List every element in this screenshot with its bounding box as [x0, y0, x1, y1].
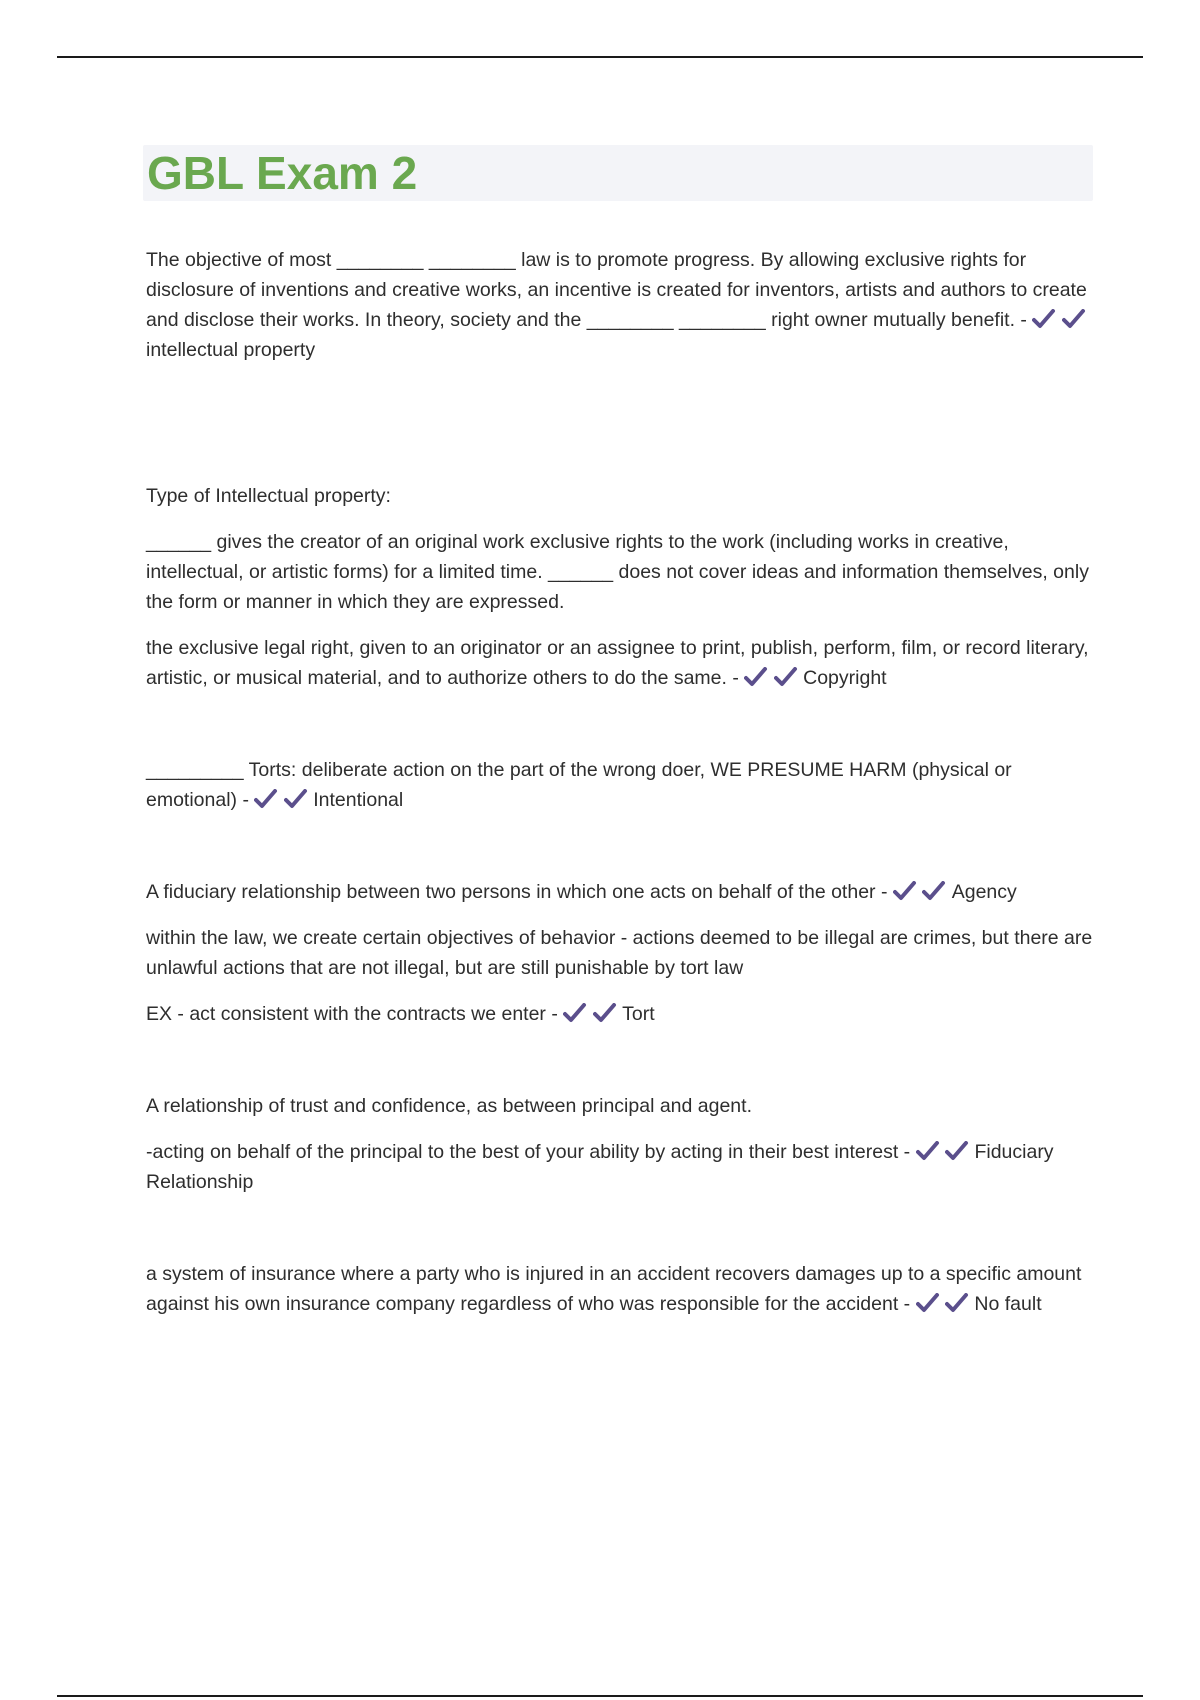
card-2	[146, 633, 1096, 693]
check-icon	[744, 667, 768, 687]
card-4	[146, 877, 1096, 907]
answer-marker	[744, 667, 803, 689]
card-6-question: -acting on behalf of the principal to the best of your ability by acting in their best interest -	[146, 1141, 911, 1163]
card-2-question: the exclusive legal right, given to an originator or an assignee to print, publish, perform, film, or record literary, artistic, or musical material, and to authorize others to do the same. -	[146, 637, 1089, 689]
check-icon	[893, 881, 917, 901]
bottom-rule	[57, 1695, 1143, 1697]
card-2-answer: Copyright	[803, 667, 887, 689]
check-icon	[916, 1141, 940, 1161]
page-title: GBL Exam 2	[147, 147, 418, 199]
answer-marker	[254, 789, 313, 811]
top-rule	[57, 56, 1143, 58]
card-6	[146, 1137, 1096, 1197]
card-3-answer: Intentional	[313, 789, 404, 811]
card-1	[146, 245, 1096, 365]
card-5-intro: within the law, we create certain objectives of behavior - actions deemed to be illegal are crimes, but there are unlawful actions that are not illegal, but are still punishable by tort law	[146, 927, 1093, 979]
check-icon	[254, 789, 278, 809]
answer-marker	[563, 1003, 622, 1025]
card-3	[146, 755, 1096, 815]
check-icon	[945, 1141, 969, 1161]
card-6-answer: Fiduciary Relationship	[146, 1141, 1054, 1193]
card-6-intro: A relationship of trust and confidence, as between principal and agent.	[146, 1095, 752, 1117]
answer-marker	[1032, 309, 1085, 331]
answer-marker	[893, 881, 952, 903]
answer-marker	[916, 1141, 975, 1163]
check-icon	[563, 1003, 587, 1023]
card-7-answer: No fault	[974, 1293, 1042, 1315]
check-icon	[922, 881, 946, 901]
check-icon	[284, 789, 308, 809]
card-1-question: The objective of most ________ ________ law is to promote progress. By allowing exclusive rights for disclosure of inventions and creative works, an incentive is created for inventors, artists and authors to create and disclose their works. In theory, society and the ________ ________ right owner mutually benefit. -	[146, 249, 1087, 331]
card-5-question: EX - act consistent with the contracts we enter -	[146, 1003, 558, 1025]
card-7	[146, 1259, 1096, 1319]
check-icon	[1062, 309, 1086, 329]
check-icon	[945, 1293, 969, 1313]
card-4-answer: Agency	[951, 881, 1017, 903]
check-icon	[593, 1003, 617, 1023]
card-1-answer: intellectual property	[146, 339, 316, 361]
flashcard-list	[146, 245, 1096, 1335]
answer-marker	[916, 1293, 975, 1315]
card-5	[146, 999, 1096, 1029]
card-2-intro: ______ gives the creator of an original work exclusive rights to the work (including works in creative, intellectual, or artistic forms) for a limited time. ______ does not cover ideas and information themselves, only the form or manner in which they are expressed.	[146, 531, 1089, 613]
check-icon	[916, 1293, 940, 1313]
card-7-question: a system of insurance where a party who is injured in an accident recovers damages up to a specific amount against his own insurance company regardless of who was responsible for the accident -	[146, 1263, 1082, 1315]
card-3-question: _________ Torts: deliberate action on the part of the wrong doer, WE PRESUME HARM (physical or emotional) -	[146, 759, 1012, 811]
card-5-answer: Tort	[622, 1003, 655, 1025]
check-icon	[1032, 309, 1056, 329]
card-2-heading: Type of Intellectual property:	[146, 485, 391, 507]
check-icon	[774, 667, 798, 687]
card-4-question: A fiduciary relationship between two persons in which one acts on behalf of the other -	[146, 881, 888, 903]
